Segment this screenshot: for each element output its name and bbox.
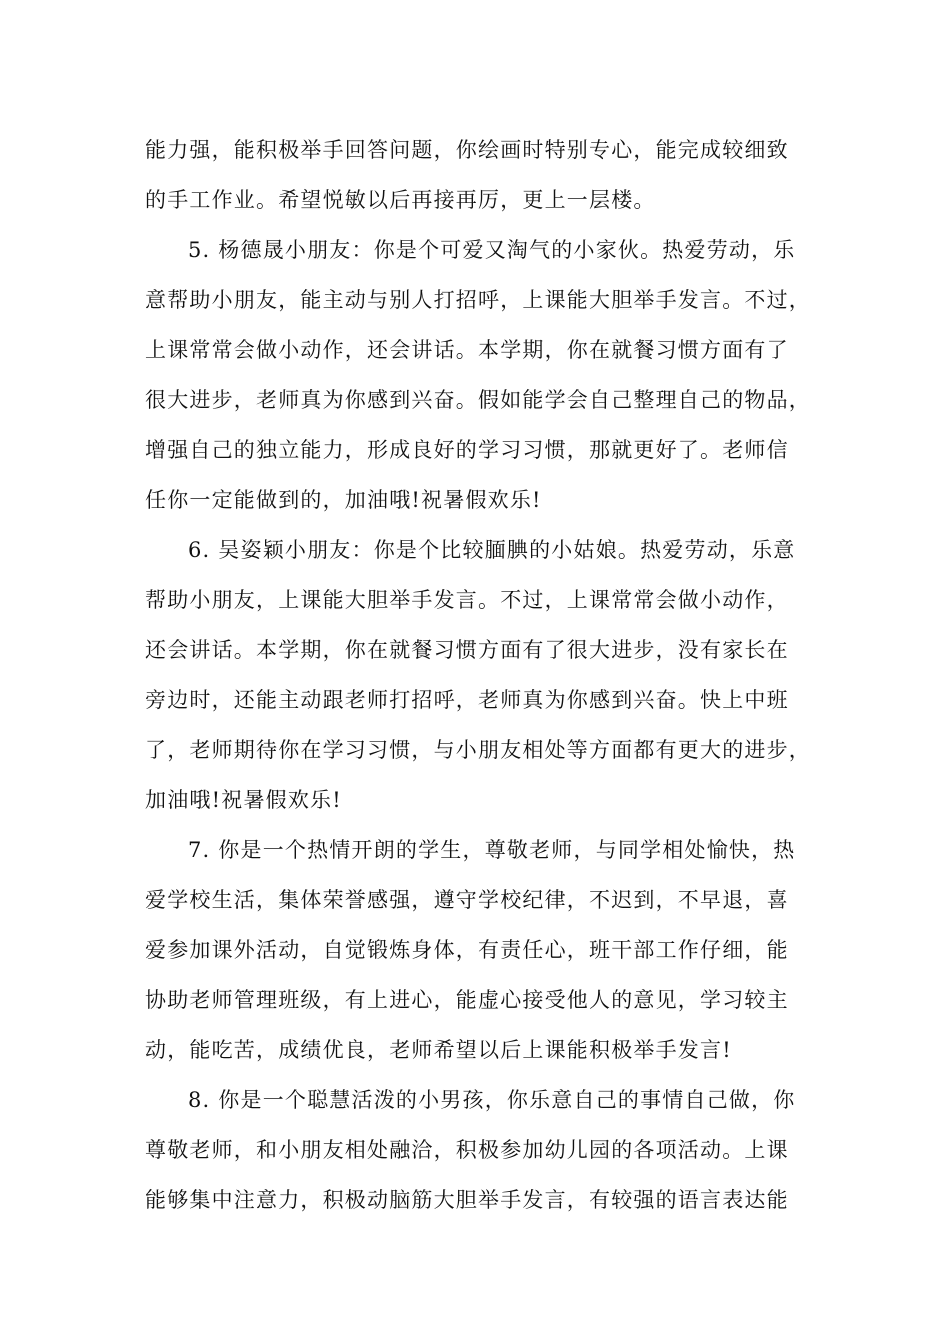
text-line: 动，能吃苦，成绩优良，老师希望以后上课能积极举手发言! — [145, 1038, 732, 1062]
text-line: 协助老师管理班级，有上进心，能虚心接受他人的意见，学习较主 — [145, 988, 789, 1012]
paragraph-5-start: 5. 杨德晟小朋友：你是个可爱又淘气的小家伙。热爱劳动，乐 — [188, 238, 796, 262]
text-line: 能够集中注意力，积极动脑筋大胆举手发言，有较强的语言表达能 — [145, 1188, 789, 1212]
text-line: 很大进步，老师真为你感到兴奋。假如能学会自己整理自己的物品， — [145, 388, 811, 412]
text-line: 加油哦!祝暑假欢乐! — [145, 788, 342, 812]
text-line: 还会讲话。本学期，你在就餐习惯方面有了很大进步，没有家长在 — [145, 638, 789, 662]
text-line: 增强自己的独立能力，形成良好的学习习惯，那就更好了。老师信 — [145, 438, 789, 462]
text-line: 帮助小朋友，上课能大胆举手发言。不过，上课常常会做小动作， — [145, 588, 789, 612]
text-line: 爱学校生活，集体荣誉感强，遵守学校纪律，不迟到，不早退，喜 — [145, 888, 789, 912]
paragraph-8-start: 8. 你是一个聪慧活泼的小男孩，你乐意自己的事情自己做，你 — [188, 1088, 796, 1112]
text-line: 意帮助小朋友，能主动与别人打招呼，上课能大胆举手发言。不过， — [145, 288, 811, 312]
text-line: 上课常常会做小动作，还会讲话。本学期，你在就餐习惯方面有了 — [145, 338, 789, 362]
text-line: 能力强，能积极举手回答问题，你绘画时特别专心，能完成较细致 — [145, 138, 789, 162]
text-line: 爱参加课外活动，自觉锻炼身体，有责任心，班干部工作仔细，能 — [145, 938, 789, 962]
paragraph-7-start: 7. 你是一个热情开朗的学生，尊敬老师，与同学相处愉快，热 — [188, 838, 796, 862]
text-line: 旁边时，还能主动跟老师打招呼，老师真为你感到兴奋。快上中班 — [145, 688, 789, 712]
text-line: 尊敬老师，和小朋友相处融洽，积极参加幼儿园的各项活动。上课 — [145, 1138, 789, 1162]
text-line: 的手工作业。希望悦敏以后再接再厉，更上一层楼。 — [145, 188, 656, 212]
text-line: 了，老师期待你在学习习惯，与小朋友相处等方面都有更大的进步， — [145, 738, 811, 762]
text-line: 任你一定能做到的，加油哦!祝暑假欢乐! — [145, 488, 542, 512]
paragraph-6-start: 6. 吴姿颖小朋友：你是个比较腼腆的小姑娘。热爱劳动，乐意 — [188, 538, 796, 562]
